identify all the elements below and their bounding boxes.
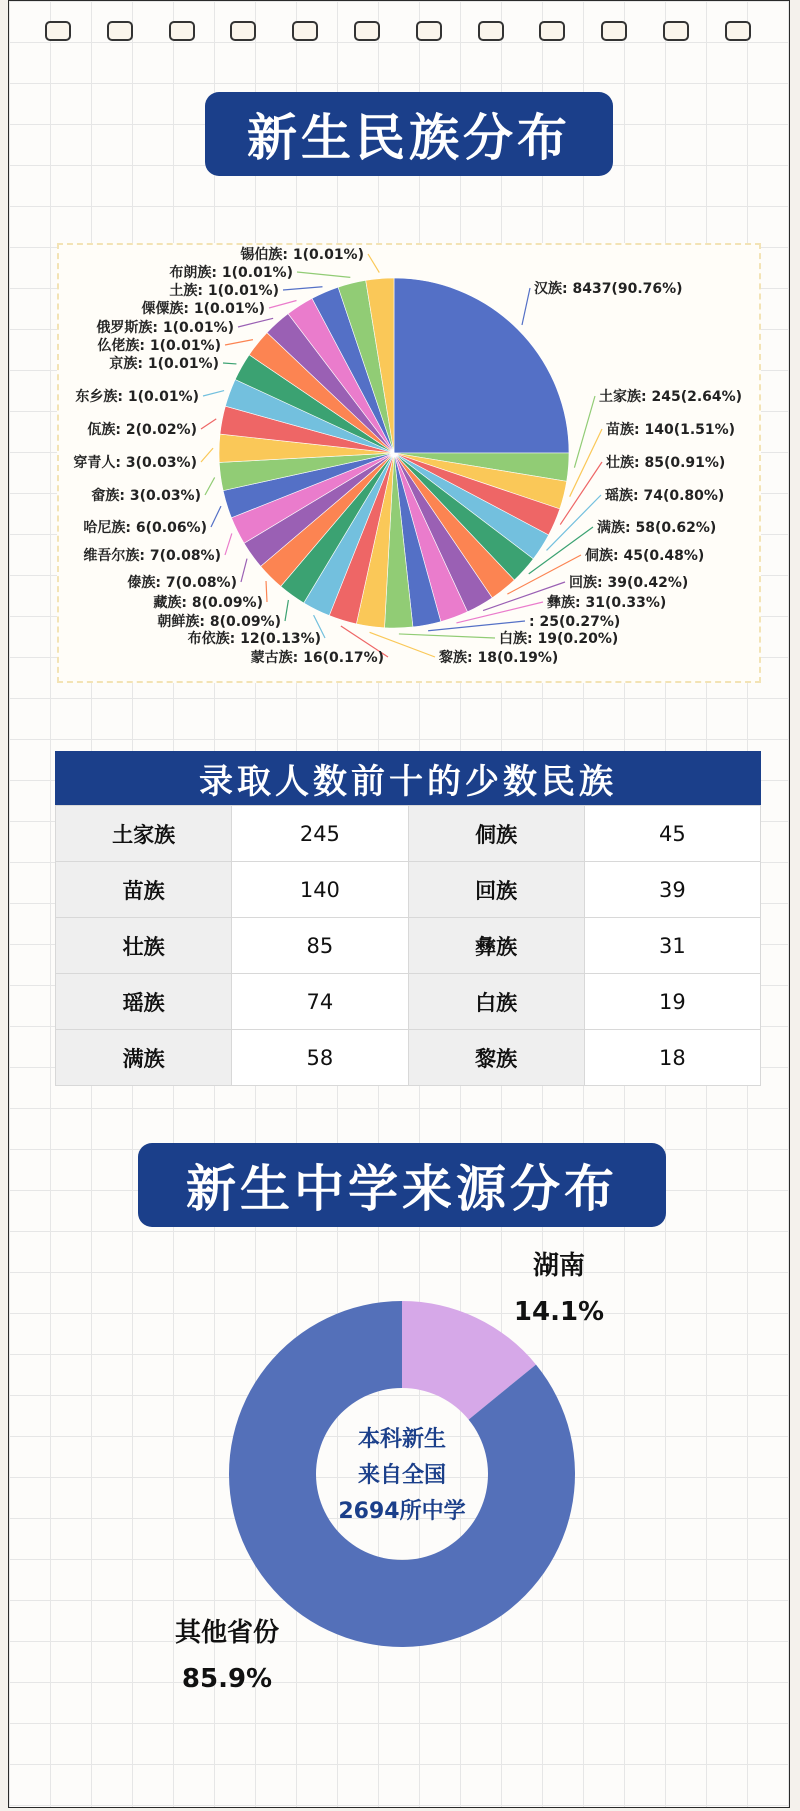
minority-name-cell: 满族 xyxy=(56,1030,232,1086)
table-row xyxy=(56,918,761,974)
pie-leader-line xyxy=(241,559,247,582)
minority-name-cell: 壮族 xyxy=(56,918,232,974)
pie-leader-line xyxy=(285,600,288,621)
donut-label-name: 其他省份 xyxy=(174,1618,280,1648)
table-title: 录取人数前十的少数民族 xyxy=(55,751,761,805)
minority-count-cell: 45 xyxy=(584,806,760,862)
pie-slice-label: 土家族: 245(2.64%) xyxy=(599,389,743,405)
donut-label-percent: 85.9% xyxy=(181,1664,273,1694)
minority-name-cell: 土家族 xyxy=(56,806,232,862)
pie-leader-line xyxy=(266,581,267,602)
pie-leader-line xyxy=(223,363,236,364)
pie-slice-label: 彝族: 31(0.33%) xyxy=(547,595,667,611)
pie-slice-label: 布朗族: 1(0.01%) xyxy=(169,265,293,281)
pie-slice-label: 藏族: 8(0.09%) xyxy=(153,595,263,611)
ethnic-pie-chart xyxy=(9,1,791,701)
top-minorities-table xyxy=(55,751,761,1086)
donut-center-text: 来自全国 xyxy=(357,1463,447,1488)
pie-slice-label: 佤族: 2(0.02%) xyxy=(87,422,197,438)
pie-leader-line xyxy=(238,318,273,327)
pie-slice-label: 仫佬族: 1(0.01%) xyxy=(97,338,221,354)
minority-count-cell: 85 xyxy=(232,918,408,974)
school-source-title: 新生中学来源分布 xyxy=(138,1143,666,1227)
pie-leader-line xyxy=(211,506,221,527)
pie-slice-label: 穿青人: 3(0.03%) xyxy=(73,455,197,471)
donut-label-name: 湖南 xyxy=(532,1251,586,1281)
minority-name-cell: 瑶族 xyxy=(56,974,232,1030)
minority-name-cell: 彝族 xyxy=(408,918,584,974)
pie-slice-label: 土族: 1(0.01%) xyxy=(169,283,279,299)
page-card xyxy=(8,0,790,1808)
minority-name-cell: 白族 xyxy=(408,974,584,1030)
pie-leader-line xyxy=(283,287,322,290)
minority-count-cell: 18 xyxy=(584,1030,760,1086)
minority-count-cell: 58 xyxy=(232,1030,408,1086)
minority-name-cell: 苗族 xyxy=(56,862,232,918)
pie-slice-label: 白族: 19(0.20%) xyxy=(499,631,619,647)
pie-slice-label: 侗族: 45(0.48%) xyxy=(585,548,705,564)
pie-slice-label: 京族: 1(0.01%) xyxy=(109,356,219,372)
pie-slice-label: 蒙古族: 16(0.17%) xyxy=(250,650,384,666)
table-row xyxy=(56,1030,761,1086)
minority-count-cell: 245 xyxy=(232,806,408,862)
school-source-donut-chart xyxy=(9,1231,791,1791)
donut-center-text: 本科新生 xyxy=(357,1427,447,1452)
pie-slice-label: 俄罗斯族: 1(0.01%) xyxy=(96,320,234,336)
table-row xyxy=(56,862,761,918)
pie-leader-line xyxy=(399,634,495,638)
pie-slice-label: 汉族: 8437(90.76%) xyxy=(534,281,683,297)
pie-leader-line xyxy=(203,391,224,396)
pie-leader-line xyxy=(225,340,253,345)
minority-count-cell: 140 xyxy=(232,862,408,918)
pie-slice-label: 畲族: 3(0.03%) xyxy=(91,488,201,504)
pie-slice-label: 傈僳族: 1(0.01%) xyxy=(141,301,265,317)
ethnic-distribution-title: 新生民族分布 xyxy=(205,92,613,176)
pie-slice xyxy=(394,278,569,453)
minority-count-cell: 39 xyxy=(584,862,760,918)
minority-count-cell: 31 xyxy=(584,918,760,974)
pie-leader-line xyxy=(201,448,213,462)
pie-slice-label: : 25(0.27%) xyxy=(529,614,621,630)
pie-leader-line xyxy=(201,419,216,429)
minority-name-cell: 回族 xyxy=(408,862,584,918)
pie-slice-label: 锡伯族: 1(0.01%) xyxy=(240,247,364,263)
pie-leader-line xyxy=(574,396,595,468)
pie-slice-label: 哈尼族: 6(0.06%) xyxy=(83,520,207,536)
pie-slice-label: 布依族: 12(0.13%) xyxy=(187,631,321,647)
pie-leader-line xyxy=(428,621,525,631)
pie-leader-line xyxy=(225,533,232,555)
pie-slice-label: 朝鲜族: 8(0.09%) xyxy=(157,614,281,630)
minority-count-cell: 74 xyxy=(232,974,408,1030)
table-row xyxy=(56,806,761,862)
minority-name-cell: 侗族 xyxy=(408,806,584,862)
pie-slice-label: 回族: 39(0.42%) xyxy=(569,575,689,591)
pie-slice-label: 苗族: 140(1.51%) xyxy=(606,422,736,438)
pie-leader-line xyxy=(522,288,530,325)
pie-leader-line xyxy=(368,254,379,273)
table-row xyxy=(56,974,761,1030)
donut-center-text: 2694所中学 xyxy=(338,1499,466,1524)
pie-slice-label: 壮族: 85(0.91%) xyxy=(606,455,726,471)
pie-slice-label: 黎族: 18(0.19%) xyxy=(439,650,559,666)
minority-count-cell: 19 xyxy=(584,974,760,1030)
pie-slice-label: 满族: 58(0.62%) xyxy=(597,520,717,536)
minority-name-cell: 黎族 xyxy=(408,1030,584,1086)
pie-leader-line xyxy=(297,272,350,277)
pie-leader-line xyxy=(269,300,297,308)
pie-slice-label: 东乡族: 1(0.01%) xyxy=(75,389,199,405)
donut-label-percent: 14.1% xyxy=(513,1297,605,1327)
pie-leader-line xyxy=(205,477,215,495)
pie-slice-label: 傣族: 7(0.08%) xyxy=(127,575,237,591)
pie-slice-label: 维吾尔族: 7(0.08%) xyxy=(83,548,221,564)
pie-slice-label: 瑶族: 74(0.80%) xyxy=(605,488,725,504)
